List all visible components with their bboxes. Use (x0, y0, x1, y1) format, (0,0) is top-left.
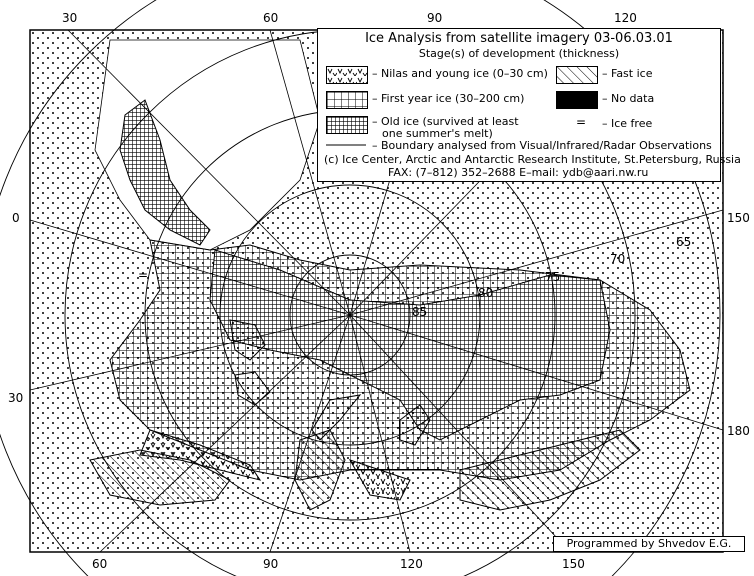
swatch-nilas (326, 66, 368, 84)
lat-label-70: 70 (610, 252, 626, 266)
bottom-label-150: 150 (562, 557, 585, 571)
swatch-fast-ice (556, 66, 598, 84)
top-label-60: 60 (263, 11, 279, 25)
lat-label-80: 80 (478, 286, 494, 300)
swatch-no-data (556, 91, 598, 109)
legend-old-ice-2: one summer's melt) (382, 127, 493, 140)
swatch-old-ice (326, 116, 368, 134)
top-label-90: 90 (427, 11, 443, 25)
right-label-180: 180 (727, 424, 750, 438)
bottom-label-120: 120 (400, 557, 423, 571)
legend-title: Ice Analysis from satellite imagery 03-06.03.01 (365, 31, 673, 46)
ice-free-marker: = (138, 268, 149, 282)
top-label-120: 120 (614, 11, 637, 25)
legend-nilas: – Nilas and young ice (0–30 cm) (372, 67, 548, 80)
swatch-first-year (326, 91, 368, 109)
credit-label: Programmed by Shvedov E.G. (553, 536, 745, 552)
lat-label-75: 75 (545, 270, 561, 284)
ice-free-symbol: = (576, 115, 587, 129)
legend-fast-ice: – Fast ice (602, 67, 653, 80)
boundary-line-sample (326, 142, 366, 148)
legend-subtitle: Stage(s) of development (thickness) (418, 47, 620, 60)
legend-no-data: – No data (602, 92, 655, 105)
bottom-label-60: 60 (92, 557, 108, 571)
legend-boundary: – Boundary analysed from Visual/Infrared/Radar Observations (372, 139, 712, 152)
legend-first-year: – First year ice (30–200 cm) (372, 92, 525, 105)
left-label-30: 30 (8, 391, 24, 405)
right-label-150: 150 (727, 211, 750, 225)
top-label-30: 30 (62, 11, 78, 25)
legend-contact: FAX: (7–812) 352–2688 E–mail: ydb@aari.nw.ru (388, 166, 649, 179)
legend-ice-free: – Ice free (602, 117, 653, 130)
left-label-0: 0 (12, 211, 20, 225)
legend-panel (317, 28, 741, 182)
legend-old-ice: – Old ice (survived at least (372, 115, 519, 128)
bottom-label-90: 90 (263, 557, 279, 571)
legend-copyright: (c) Ice Center, Arctic and Antarctic Research Institute, St.Petersburg, Russia (324, 153, 741, 166)
lat-label-65: 65 (676, 235, 692, 249)
lat-label-85: 85 (412, 305, 428, 319)
